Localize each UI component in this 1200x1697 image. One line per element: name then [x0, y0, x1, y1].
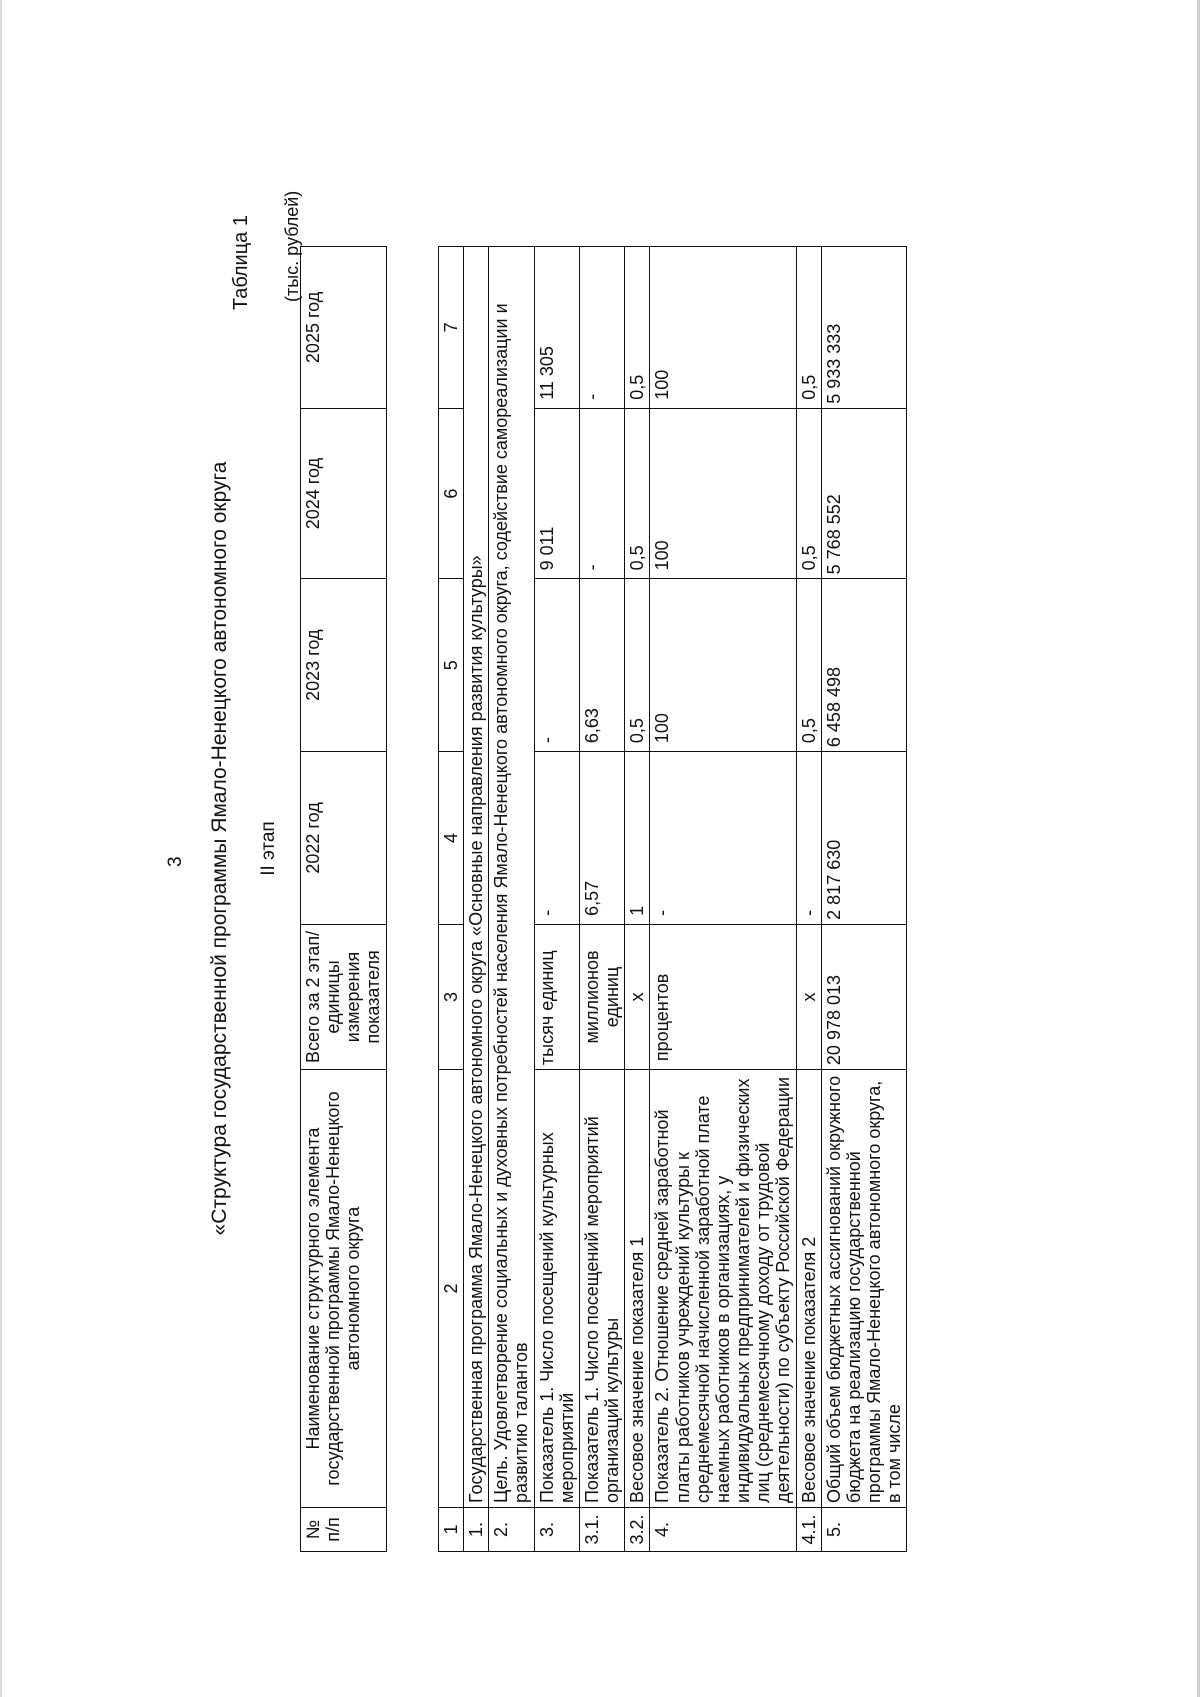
table-row — [534, 247, 579, 1552]
row-2023: 100 — [650, 579, 796, 752]
row-2023: 6 458 498 — [821, 579, 907, 752]
row-total: x — [625, 924, 650, 1069]
data-table — [438, 246, 907, 1552]
column-index: 1 — [439, 1508, 464, 1552]
row-2024: 0,5 — [796, 408, 821, 579]
header-table — [300, 246, 387, 1552]
row-total: процентов — [650, 924, 796, 1069]
header-total: Всего за 2 этап/ единицы измерения показателя — [301, 924, 387, 1069]
row-2023: 0,5 — [625, 579, 650, 752]
row-total: тысяч единиц — [534, 924, 579, 1069]
row-2022: - — [796, 752, 821, 925]
row-num: 2. — [489, 1508, 534, 1552]
column-index: 5 — [439, 579, 464, 752]
header-2025: 2025 год — [301, 247, 387, 409]
header-row — [301, 247, 387, 1552]
row-2023: 0,5 — [796, 579, 821, 752]
row-2025: 0,5 — [625, 247, 650, 409]
column-index: 6 — [439, 408, 464, 579]
column-index: 2 — [439, 1070, 464, 1508]
row-2025: 5 933 333 — [821, 247, 907, 409]
row-2025: 0,5 — [796, 247, 821, 409]
table-row — [796, 247, 821, 1552]
row-total: x — [796, 924, 821, 1069]
table-row — [650, 247, 796, 1552]
row-2025: 11 305 — [534, 247, 579, 409]
header-2023: 2023 год — [301, 579, 387, 752]
row-2022: 2 817 630 — [821, 752, 907, 925]
row-name: Общий объем бюджетных ассигнований окружного бюджета на реализацию государственной программы Ямало-Ненецкого автономного округа, в том числе — [821, 1070, 907, 1508]
row-num: 1. — [464, 1508, 489, 1552]
row-2022: - — [534, 752, 579, 925]
row-total: миллионов единиц — [579, 924, 624, 1069]
row-2024: 5 768 552 — [821, 408, 907, 579]
row-total: 20 978 013 — [821, 924, 907, 1069]
row-num: 3.1. — [579, 1508, 624, 1552]
row-num: 4. — [650, 1508, 796, 1552]
column-index: 4 — [439, 752, 464, 925]
header-2022: 2022 год — [301, 752, 387, 925]
page-number: 3 — [165, 856, 186, 867]
row-num: 3.2. — [625, 1508, 650, 1552]
row-2023: 6,63 — [579, 579, 624, 752]
row-name: Весовое значение показателя 2 — [796, 1070, 821, 1508]
row-2025: - — [579, 247, 624, 409]
row-2024: 100 — [650, 408, 796, 579]
row-2022: 1 — [625, 752, 650, 925]
row-num: 4.1. — [796, 1508, 821, 1552]
row-name: Весовое значение показателя 1 — [625, 1070, 650, 1508]
column-index: 3 — [439, 924, 464, 1069]
row-text: Цель. Удовлетворение социальных и духовных потребностей населения Ямало-Ненецкого автономного округа, содействие самореализации и развитию талантов — [489, 247, 534, 1508]
table-row — [489, 247, 534, 1552]
header-2024: 2024 год — [301, 408, 387, 579]
table-caption: Таблица 1 — [230, 215, 252, 311]
row-num: 3. — [534, 1508, 579, 1552]
document-title: «Структура государственной программы Ямало-Ненецкого автономного округа — [208, 461, 231, 1236]
row-2025: 100 — [650, 247, 796, 409]
row-2024: 9 011 — [534, 408, 579, 579]
stage-label: II этап — [258, 821, 279, 876]
header-num: № п/п — [301, 1508, 387, 1552]
header-name: Наименование структурного элемента государственной программы Ямало-Ненецкого автономного округа — [301, 1070, 387, 1508]
table-row — [464, 247, 489, 1552]
units-label: (тыс. рублей) — [282, 190, 302, 302]
row-2022: 6,57 — [579, 752, 624, 925]
row-name: Показатель 2. Отношение средней заработной платы работников учреждений культуры к среднемесячной начисленной заработной плате наемных работников в организациях, у индивидуальных предпринимателей и физических лиц (среднемесячному доходу от трудовой деятельности) по субъекту Российской Федерации — [650, 1070, 796, 1508]
column-index: 7 — [439, 247, 464, 409]
row-text: Государственная программа Ямало-Ненецкого автономного округа «Основные направления развития культуры» — [464, 247, 489, 1508]
row-2023: - — [534, 579, 579, 752]
table-row — [821, 247, 907, 1552]
row-2024: - — [579, 408, 624, 579]
table-row — [625, 247, 650, 1552]
row-2024: 0,5 — [625, 408, 650, 579]
row-name: Показатель 1. Число посещений культурных мероприятий — [534, 1070, 579, 1508]
row-name: Показатель 1. Число посещений мероприятий организаций культуры — [579, 1070, 624, 1508]
row-2022: - — [650, 752, 796, 925]
column-index-row — [439, 247, 464, 1552]
table-row — [579, 247, 624, 1552]
row-num: 5. — [821, 1508, 907, 1552]
